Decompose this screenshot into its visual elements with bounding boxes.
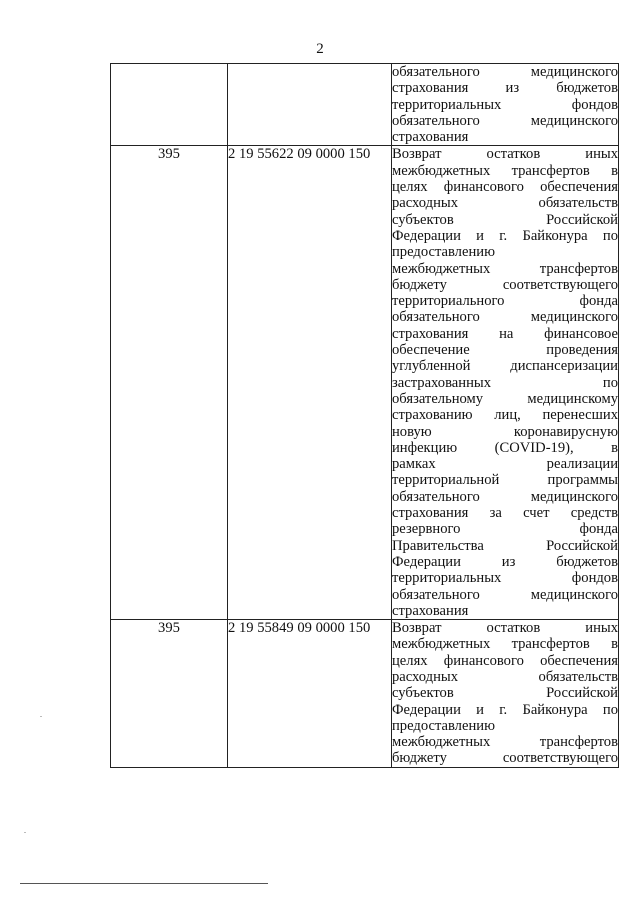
description-line: Федерации из бюджетов <box>392 553 618 570</box>
budget-classification-code-cell <box>228 64 392 146</box>
description-line: предоставлению <box>392 244 495 261</box>
description-line: Возврат остатков иных <box>392 146 618 163</box>
description-line: расходных обязательств <box>392 668 618 685</box>
budget-code-table <box>110 63 619 768</box>
description-line: Федерации и г. Байконура по <box>392 701 618 718</box>
table-row <box>111 620 619 768</box>
description-line: межбюджетных трансфертов <box>392 260 618 277</box>
description-line: страхования за счет средств <box>392 505 618 522</box>
description-line: застрахованных по <box>392 374 618 391</box>
admin-code-cell: 395 <box>111 620 228 768</box>
description-line: Правительства Российской <box>392 537 618 554</box>
description-line: расходных обязательств <box>392 195 618 212</box>
description-line: межбюджетных трансфертов <box>392 734 618 751</box>
description-line: обязательного медицинского <box>392 309 618 326</box>
description-cell <box>392 146 619 620</box>
description-line: бюджету соответствующего <box>392 750 618 767</box>
description-line: обеспечение проведения <box>392 342 618 359</box>
description-cell <box>392 620 619 768</box>
description-line: обязательного медицинского <box>392 586 618 603</box>
description-line: бюджету соответствующего <box>392 276 618 293</box>
description-line: Возврат остатков иных <box>392 620 618 637</box>
description-line: резервного фонда <box>392 521 618 538</box>
description-line: обязательному медицинскому <box>392 390 618 407</box>
footer-rule <box>20 883 268 884</box>
scan-speck <box>24 832 26 833</box>
description-line: инфекцию (COVID-19), в <box>392 439 618 456</box>
description-line: субъектов Российской <box>392 685 618 702</box>
table-row <box>111 64 619 146</box>
description-line: субъектов Российской <box>392 211 618 228</box>
description-line: страхования <box>392 602 469 619</box>
description-line: территориальных фондов <box>392 570 618 587</box>
budget-classification-code-cell: 2 19 55849 09 0000 150 <box>228 620 392 768</box>
scan-speck <box>40 716 42 717</box>
description-line: целях финансового обеспечения <box>392 179 618 196</box>
admin-code-cell: 395 <box>111 146 228 620</box>
description-line: предоставлению <box>392 717 495 734</box>
description-line: рамках реализации <box>392 456 618 473</box>
description-line: новую коронавирусную <box>392 423 618 440</box>
description-line: страхования на финансовое <box>392 325 618 342</box>
description-line: межбюджетных трансфертов в <box>392 162 618 179</box>
table-row <box>111 146 619 620</box>
description-line: обязательного медицинского <box>392 64 618 80</box>
description-line: обязательного медицинского <box>392 488 618 505</box>
page-number: 2 <box>316 41 324 57</box>
description-line: углубленной диспансеризации <box>392 358 618 375</box>
description-line: обязательного медицинского <box>392 112 618 129</box>
description-line: территориальных фондов <box>392 96 618 113</box>
description-line: межбюджетных трансфертов в <box>392 636 618 653</box>
description-line: территориального фонда <box>392 293 618 310</box>
description-line: целях финансового обеспечения <box>392 652 618 669</box>
description-cell <box>392 64 619 146</box>
admin-code-cell <box>111 64 228 146</box>
description-line: Федерации и г. Байконура по <box>392 227 618 244</box>
budget-classification-code-cell: 2 19 55622 09 0000 150 <box>228 146 392 620</box>
description-line: страхования <box>392 129 469 146</box>
description-line: страхованию лиц, перенесших <box>392 407 618 424</box>
description-line: территориальной программы <box>392 472 618 489</box>
description-line: страхования из бюджетов <box>392 80 618 97</box>
